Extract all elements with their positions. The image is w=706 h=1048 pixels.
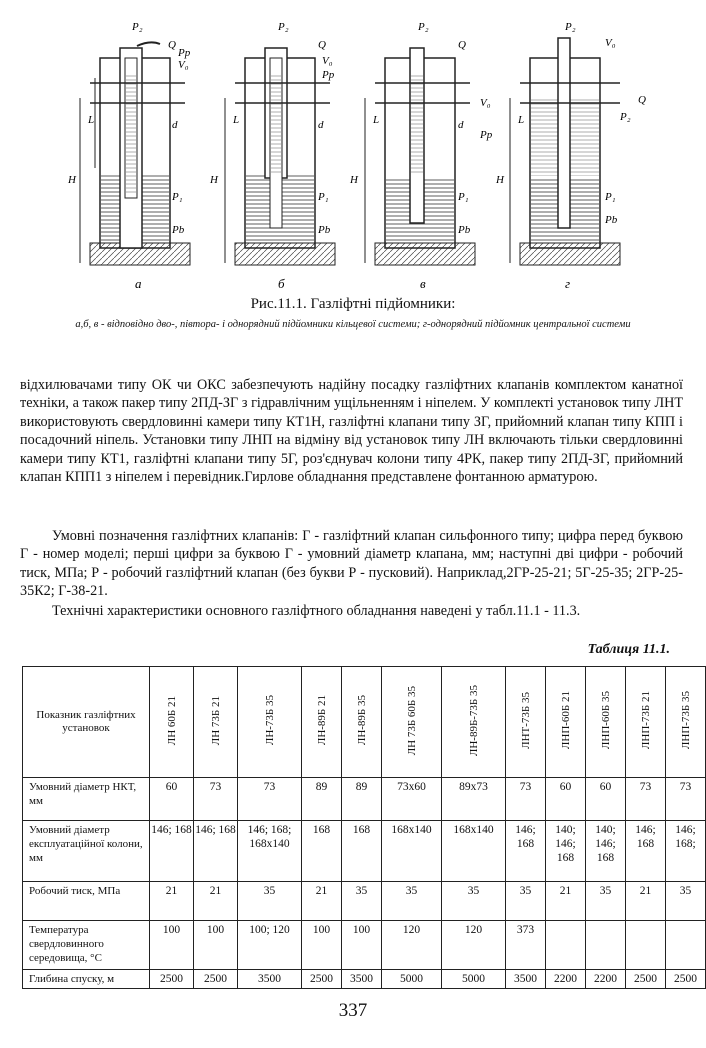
svg-text:d: d	[318, 119, 324, 131]
panel-letter-g: г	[565, 276, 571, 291]
table-cell: 100	[342, 921, 382, 970]
col-header: ЛНТ-73Б 35	[506, 667, 546, 778]
table-cell: 89	[302, 778, 342, 821]
table-cell: 168х140	[382, 821, 442, 882]
panel-letter-a: а	[135, 276, 142, 291]
table-row	[23, 778, 706, 821]
page-number: 337	[338, 1000, 368, 1021]
row-label: Температура свердловинного середовища, °С	[23, 921, 150, 970]
table-cell: 2500	[666, 970, 706, 989]
svg-text:V₀: V₀	[605, 37, 616, 49]
svg-text:L: L	[233, 114, 240, 126]
paragraph-2: Умовні позначення газліфтних клапанів: Г - газліфтний клапан сильфонного типу; цифра перед буквою Г - номер моделі; перші цифри за буквою Г - умовний діаметр клапана, мм; наступні дві цифри - робочий тиск, МПа; Р - робочий газліфтний клапан (без букви Р - пусковий). Наприклад,2ГР-25-21; 5Г-25-35; 2ГР-25-35К2; Г-38-21.	[20, 528, 683, 600]
table-cell	[626, 921, 666, 970]
svg-text:Pp: Pp	[178, 47, 191, 59]
panel-b	[209, 21, 335, 291]
table-corner-header: Показник газліфтних установок	[23, 667, 150, 778]
table-row	[23, 921, 706, 970]
table-label: Таблиця 11.1.	[587, 642, 670, 657]
table-cell: 89	[342, 778, 382, 821]
table-cell: 168	[302, 821, 342, 882]
svg-text:Pb: Pb	[605, 214, 618, 226]
table-cell: 140; 146; 168	[586, 821, 626, 882]
table-cell: 146; 168	[506, 821, 546, 882]
table-cell: 3500	[506, 970, 546, 989]
svg-text:P₁: P₁	[458, 191, 469, 203]
table-cell: 35	[666, 882, 706, 921]
svg-text:d: d	[172, 119, 178, 131]
svg-text:L: L	[88, 114, 95, 126]
table-cell: 21	[546, 882, 586, 921]
table-cell: 21	[150, 882, 194, 921]
table-cell: 146; 168	[626, 821, 666, 882]
table-cell: 35	[238, 882, 302, 921]
svg-text:Q: Q	[168, 39, 176, 51]
svg-text:P₁: P₁	[605, 191, 616, 203]
table-cell: 100	[150, 921, 194, 970]
svg-text:P₁: P₁	[318, 191, 329, 203]
table-cell: 146; 168;	[666, 821, 706, 882]
table-cell: 60	[546, 778, 586, 821]
table-cell: 100	[302, 921, 342, 970]
svg-text:P₂: P₂	[565, 21, 576, 33]
svg-text:Pb: Pb	[318, 224, 331, 236]
table-cell: 73х60	[382, 778, 442, 821]
row-label: Умовний діаметр експлуатаційної колони, мм	[23, 821, 150, 882]
table-cell: 120	[442, 921, 506, 970]
table-cell: 146; 168	[194, 821, 238, 882]
svg-text:H: H	[68, 174, 76, 186]
table-cell: 35	[506, 882, 546, 921]
table-row	[23, 882, 706, 921]
paragraph-3: Технічні характеристики основного газліфтного обладнання наведені у табл.11.1 - 11.3.	[52, 603, 581, 619]
table-cell: 140; 146; 168	[546, 821, 586, 882]
svg-text:H: H	[350, 174, 358, 186]
table-cell: 3500	[238, 970, 302, 989]
col-header: ЛНП-73Б 21	[626, 667, 666, 778]
svg-text:Q: Q	[318, 39, 326, 51]
table-row	[23, 821, 706, 882]
table-cell: 73	[626, 778, 666, 821]
table-cell: 2500	[302, 970, 342, 989]
row-label: Глибина спуску, м	[23, 970, 150, 989]
row-label: Умовний діаметр НКТ, мм	[23, 778, 150, 821]
table-header-row	[23, 667, 706, 778]
svg-text:H: H	[210, 174, 218, 186]
col-header: ЛН-89Б 35	[342, 667, 382, 778]
svg-text:L: L	[518, 114, 525, 126]
table-cell: 73	[238, 778, 302, 821]
label-p2: P₂	[132, 21, 143, 33]
table-cell: 100; 120	[238, 921, 302, 970]
table-cell: 35	[382, 882, 442, 921]
svg-text:Pb: Pb	[458, 224, 471, 236]
table-row	[23, 970, 706, 989]
table-cell: 168	[342, 821, 382, 882]
panel-letter-b: б	[278, 276, 285, 291]
table-cell: 35	[586, 882, 626, 921]
table-cell: 35	[442, 882, 506, 921]
paragraph-1: відхилювачами типу ОК чи ОКС забезпечують надійну посадку газліфтних клапанів комплектом канатної техніки, а також пакер типу 2ПД-ЗГ з гідравлічним ущільненням і ніпелем. У комплекті установок типу ЛНТ використовують свердловинні камери типу КТ1Н, газліфтні клапани типу ЗГ, прийомний клапан типу КПП і посадочний ніпель. Установки типу ЛНП на відміну від установок типу ЛН включають тільки свердловинні камери типу КТ1, газліфтні клапани типу 5Г, роз'єднувач колони типу 4РК, пакер типу 2ПД-ЗГ, прийомний клапан КПП1 з ніпелем і перевідник.Гирлове обладнання представлене фонтанною арматурою.	[20, 377, 683, 486]
col-header: ЛН-73Б 35	[238, 667, 302, 778]
table-cell: 2500	[626, 970, 666, 989]
specs-table	[22, 666, 706, 989]
row-label: Робочий тиск, МПа	[23, 882, 150, 921]
table-cell	[586, 921, 626, 970]
table-cell: 2500	[150, 970, 194, 989]
table-cell: 373	[506, 921, 546, 970]
col-header: ЛН-89Б-73Б 35	[442, 667, 506, 778]
table-cell: 60	[150, 778, 194, 821]
table-cell: 146; 168; 168х140	[238, 821, 302, 882]
table-cell: 35	[342, 882, 382, 921]
table-cell: 3500	[342, 970, 382, 989]
col-header: ЛНП-60Б 35	[586, 667, 626, 778]
svg-text:P₂: P₂	[278, 21, 289, 33]
col-header: ЛН 73Б 60Б 35	[382, 667, 442, 778]
svg-text:V₀: V₀	[480, 97, 491, 109]
svg-text:Q: Q	[458, 39, 466, 51]
table-cell: 21	[194, 882, 238, 921]
svg-text:Pp: Pp	[322, 69, 335, 81]
specs-table-wrap	[22, 666, 697, 985]
svg-text:L: L	[373, 114, 380, 126]
table-cell	[546, 921, 586, 970]
svg-text:Pp: Pp	[480, 129, 493, 141]
figure-subcaption: а,б, в - відповідно дво-, півтора- і однорядний підйомники кільцевої системи; г-однорядний підйомник центральної системи	[75, 319, 631, 330]
col-header: ЛН-89Б 21	[302, 667, 342, 778]
table-cell: 2200	[586, 970, 626, 989]
table-cell: 100	[194, 921, 238, 970]
svg-text:d: d	[458, 119, 464, 131]
svg-text:P₁: P₁	[172, 191, 183, 203]
svg-text:H: H	[496, 174, 504, 186]
table-cell: 146; 168	[150, 821, 194, 882]
figure-caption: Рис.11.1. Газліфтні підйомники:	[250, 296, 456, 312]
table-cell: 21	[626, 882, 666, 921]
table-cell: 73	[506, 778, 546, 821]
table-cell: 168х140	[442, 821, 506, 882]
table-cell: 5000	[382, 970, 442, 989]
table-cell: 2200	[546, 970, 586, 989]
col-header: ЛН 73Б 21	[194, 667, 238, 778]
svg-text:Pb: Pb	[172, 224, 185, 236]
panel-v	[349, 21, 493, 291]
table-cell: 60	[586, 778, 626, 821]
svg-text:P₂: P₂	[620, 111, 631, 123]
panel-g	[495, 21, 646, 291]
svg-text:P₂: P₂	[418, 21, 429, 33]
table-cell: 21	[302, 882, 342, 921]
panel-a	[67, 21, 191, 291]
table-cell: 5000	[442, 970, 506, 989]
svg-text:V₀: V₀	[178, 59, 189, 71]
col-header: ЛНП-60Б 21	[546, 667, 586, 778]
panel-letter-v: в	[420, 276, 426, 291]
gas-lift-figure	[60, 18, 660, 293]
table-cell: 2500	[194, 970, 238, 989]
svg-text:Q: Q	[638, 94, 646, 106]
svg-text:V₀: V₀	[322, 55, 333, 67]
col-header: ЛНП-73Б 35	[666, 667, 706, 778]
table-cell: 73	[194, 778, 238, 821]
table-cell: 73	[666, 778, 706, 821]
table-cell: 89х73	[442, 778, 506, 821]
table-cell: 120	[382, 921, 442, 970]
table-cell	[666, 921, 706, 970]
col-header: ЛН 60Б 21	[150, 667, 194, 778]
